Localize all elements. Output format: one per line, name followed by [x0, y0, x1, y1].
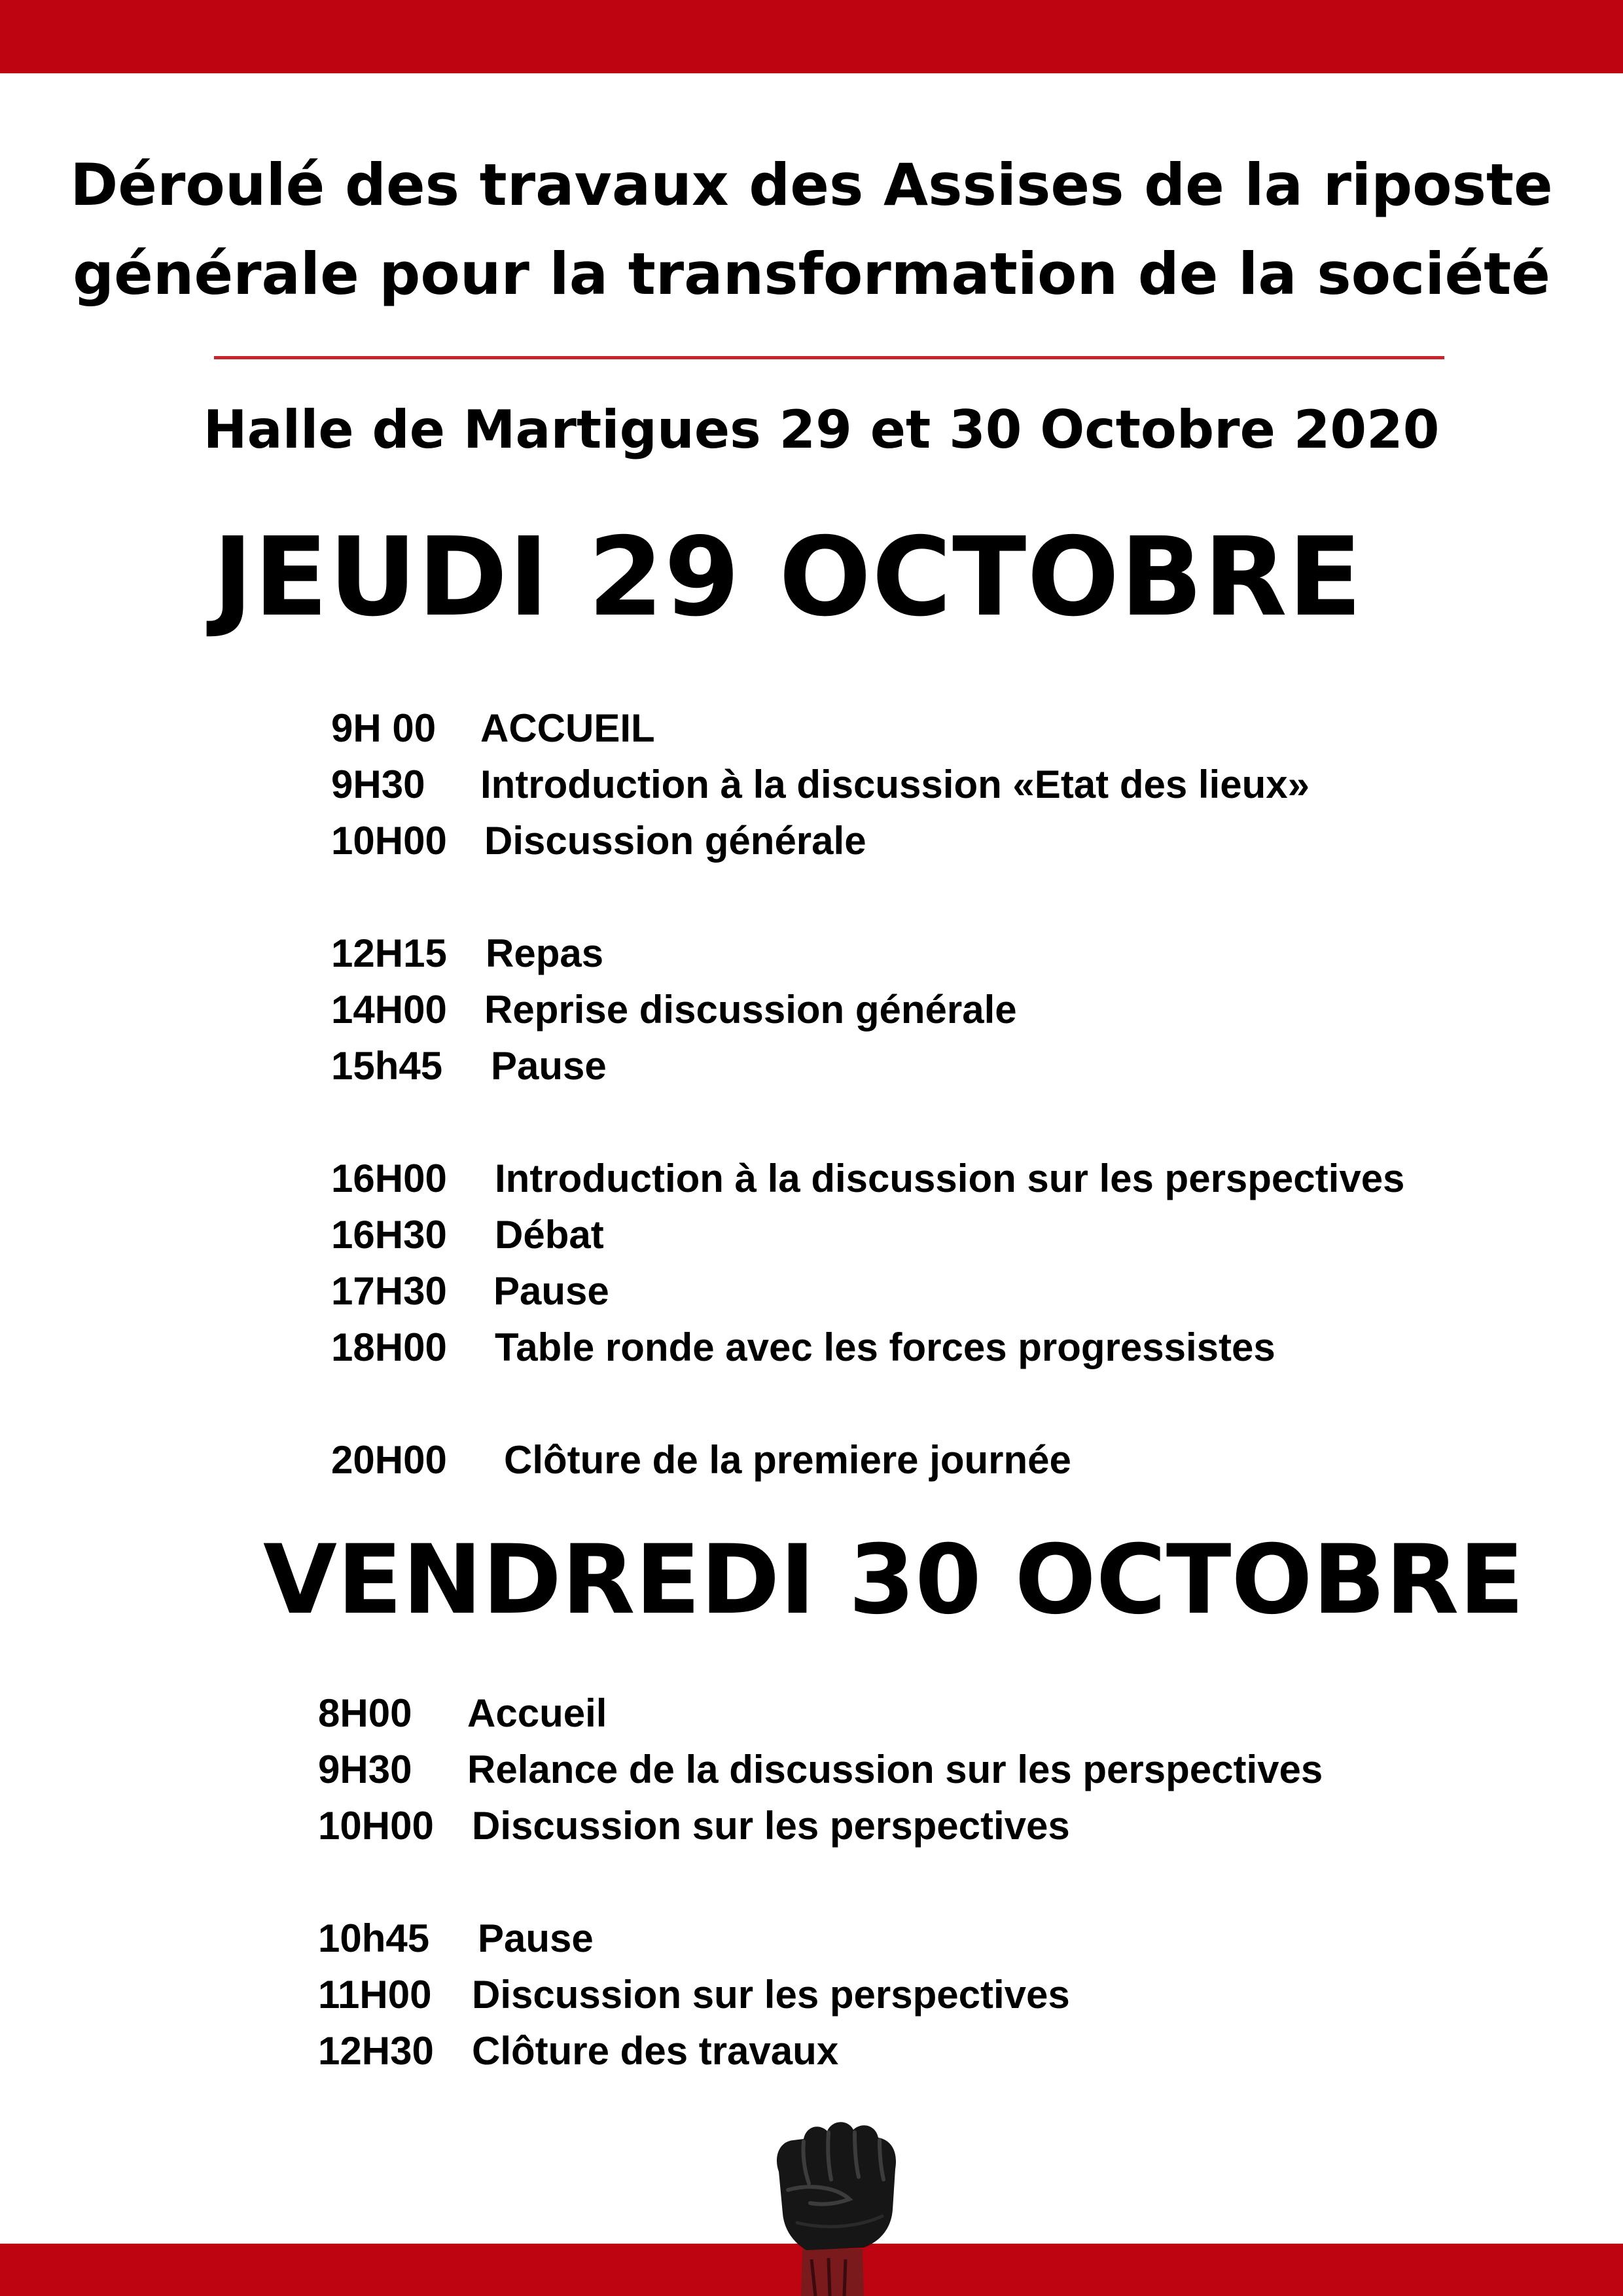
schedule-label: Discussion générale [484, 819, 866, 863]
day2-heading: VENDREDI 30 OCTOBRE [263, 1524, 1525, 1636]
schedule-label: Relance de la discussion sur les perspectives [467, 1748, 1323, 1791]
schedule-label: Reprise discussion générale [484, 988, 1017, 1031]
title-line-2: générale pour la transformation de la société [73, 240, 1550, 308]
schedule-time: 18H00 [331, 1325, 447, 1369]
schedule-time: 10h45 [318, 1916, 430, 1960]
venue-and-dates: Halle de Martigues 29 et 30 Octobre 2020 [203, 399, 1440, 460]
page-title [26, 141, 1597, 319]
schedule-time: 9H30 [318, 1748, 412, 1791]
raised-fist-icon [764, 2111, 902, 2296]
schedule-item [318, 1969, 1070, 2021]
schedule-item [331, 927, 603, 980]
schedule-item [331, 1040, 607, 1092]
schedule-label: Discussion sur les perspectives [472, 1804, 1070, 1848]
schedule-item [331, 759, 1310, 811]
schedule-time: 17H30 [331, 1269, 447, 1313]
top-red-band [0, 0, 1623, 73]
schedule-label: Pause [478, 1916, 594, 1960]
schedule-label: Pause [491, 1044, 607, 1088]
schedule-time: 9H30 [331, 762, 425, 806]
schedule-time: 10H00 [331, 819, 447, 863]
schedule-label: Introduction à la discussion sur les perspectives [495, 1157, 1405, 1200]
schedule-time: 11H00 [318, 1973, 432, 2017]
schedule-item [318, 1912, 594, 1965]
schedule-time: 12H15 [331, 931, 447, 975]
schedule-label: ACCUEIL [480, 706, 655, 750]
schedule-item [318, 1744, 1323, 1796]
schedule-label: Repas [486, 931, 604, 975]
schedule-item [331, 1321, 1275, 1374]
schedule-label: Accueil [467, 1691, 607, 1735]
schedule-time: 16H30 [331, 1213, 447, 1257]
schedule-label: Débat [495, 1213, 604, 1257]
schedule-item [331, 702, 655, 755]
schedule-item [331, 815, 866, 867]
schedule-time: 15h45 [331, 1044, 443, 1088]
schedule-item [331, 1434, 1071, 1486]
schedule-time: 8H00 [318, 1691, 412, 1735]
schedule-time: 10H00 [318, 1804, 434, 1848]
schedule-item [318, 2025, 838, 2077]
schedule-time: 12H30 [318, 2029, 434, 2073]
schedule-time: 20H00 [331, 1438, 447, 1482]
schedule-item [331, 1153, 1404, 1205]
schedule-item [331, 1265, 609, 1318]
schedule-item [318, 1800, 1070, 1852]
day1-schedule [331, 702, 1509, 1514]
day1-heading: JEUDI 29 OCTOBRE [213, 514, 1363, 641]
title-line-1: Déroulé des travaux des Assises de la riposte [70, 151, 1553, 219]
schedule-time: 14H00 [331, 988, 447, 1031]
schedule-label: Pause [493, 1269, 609, 1313]
day2-schedule [318, 1687, 1496, 2080]
schedule-label: Discussion sur les perspectives [472, 1973, 1070, 2017]
schedule-item [331, 984, 1017, 1036]
schedule-item [318, 1687, 607, 1740]
schedule-label: Clôture des travaux [472, 2029, 839, 2073]
schedule-label: Clôture de la premiere journée [504, 1438, 1071, 1482]
schedule-item [331, 1209, 604, 1261]
schedule-time: 16H00 [331, 1157, 447, 1200]
schedule-time: 9H 00 [331, 706, 437, 750]
schedule-label: Introduction à la discussion «Etat des lieux» [480, 762, 1310, 806]
title-divider [214, 356, 1444, 359]
schedule-label: Table ronde avec les forces progressistes [495, 1325, 1275, 1369]
